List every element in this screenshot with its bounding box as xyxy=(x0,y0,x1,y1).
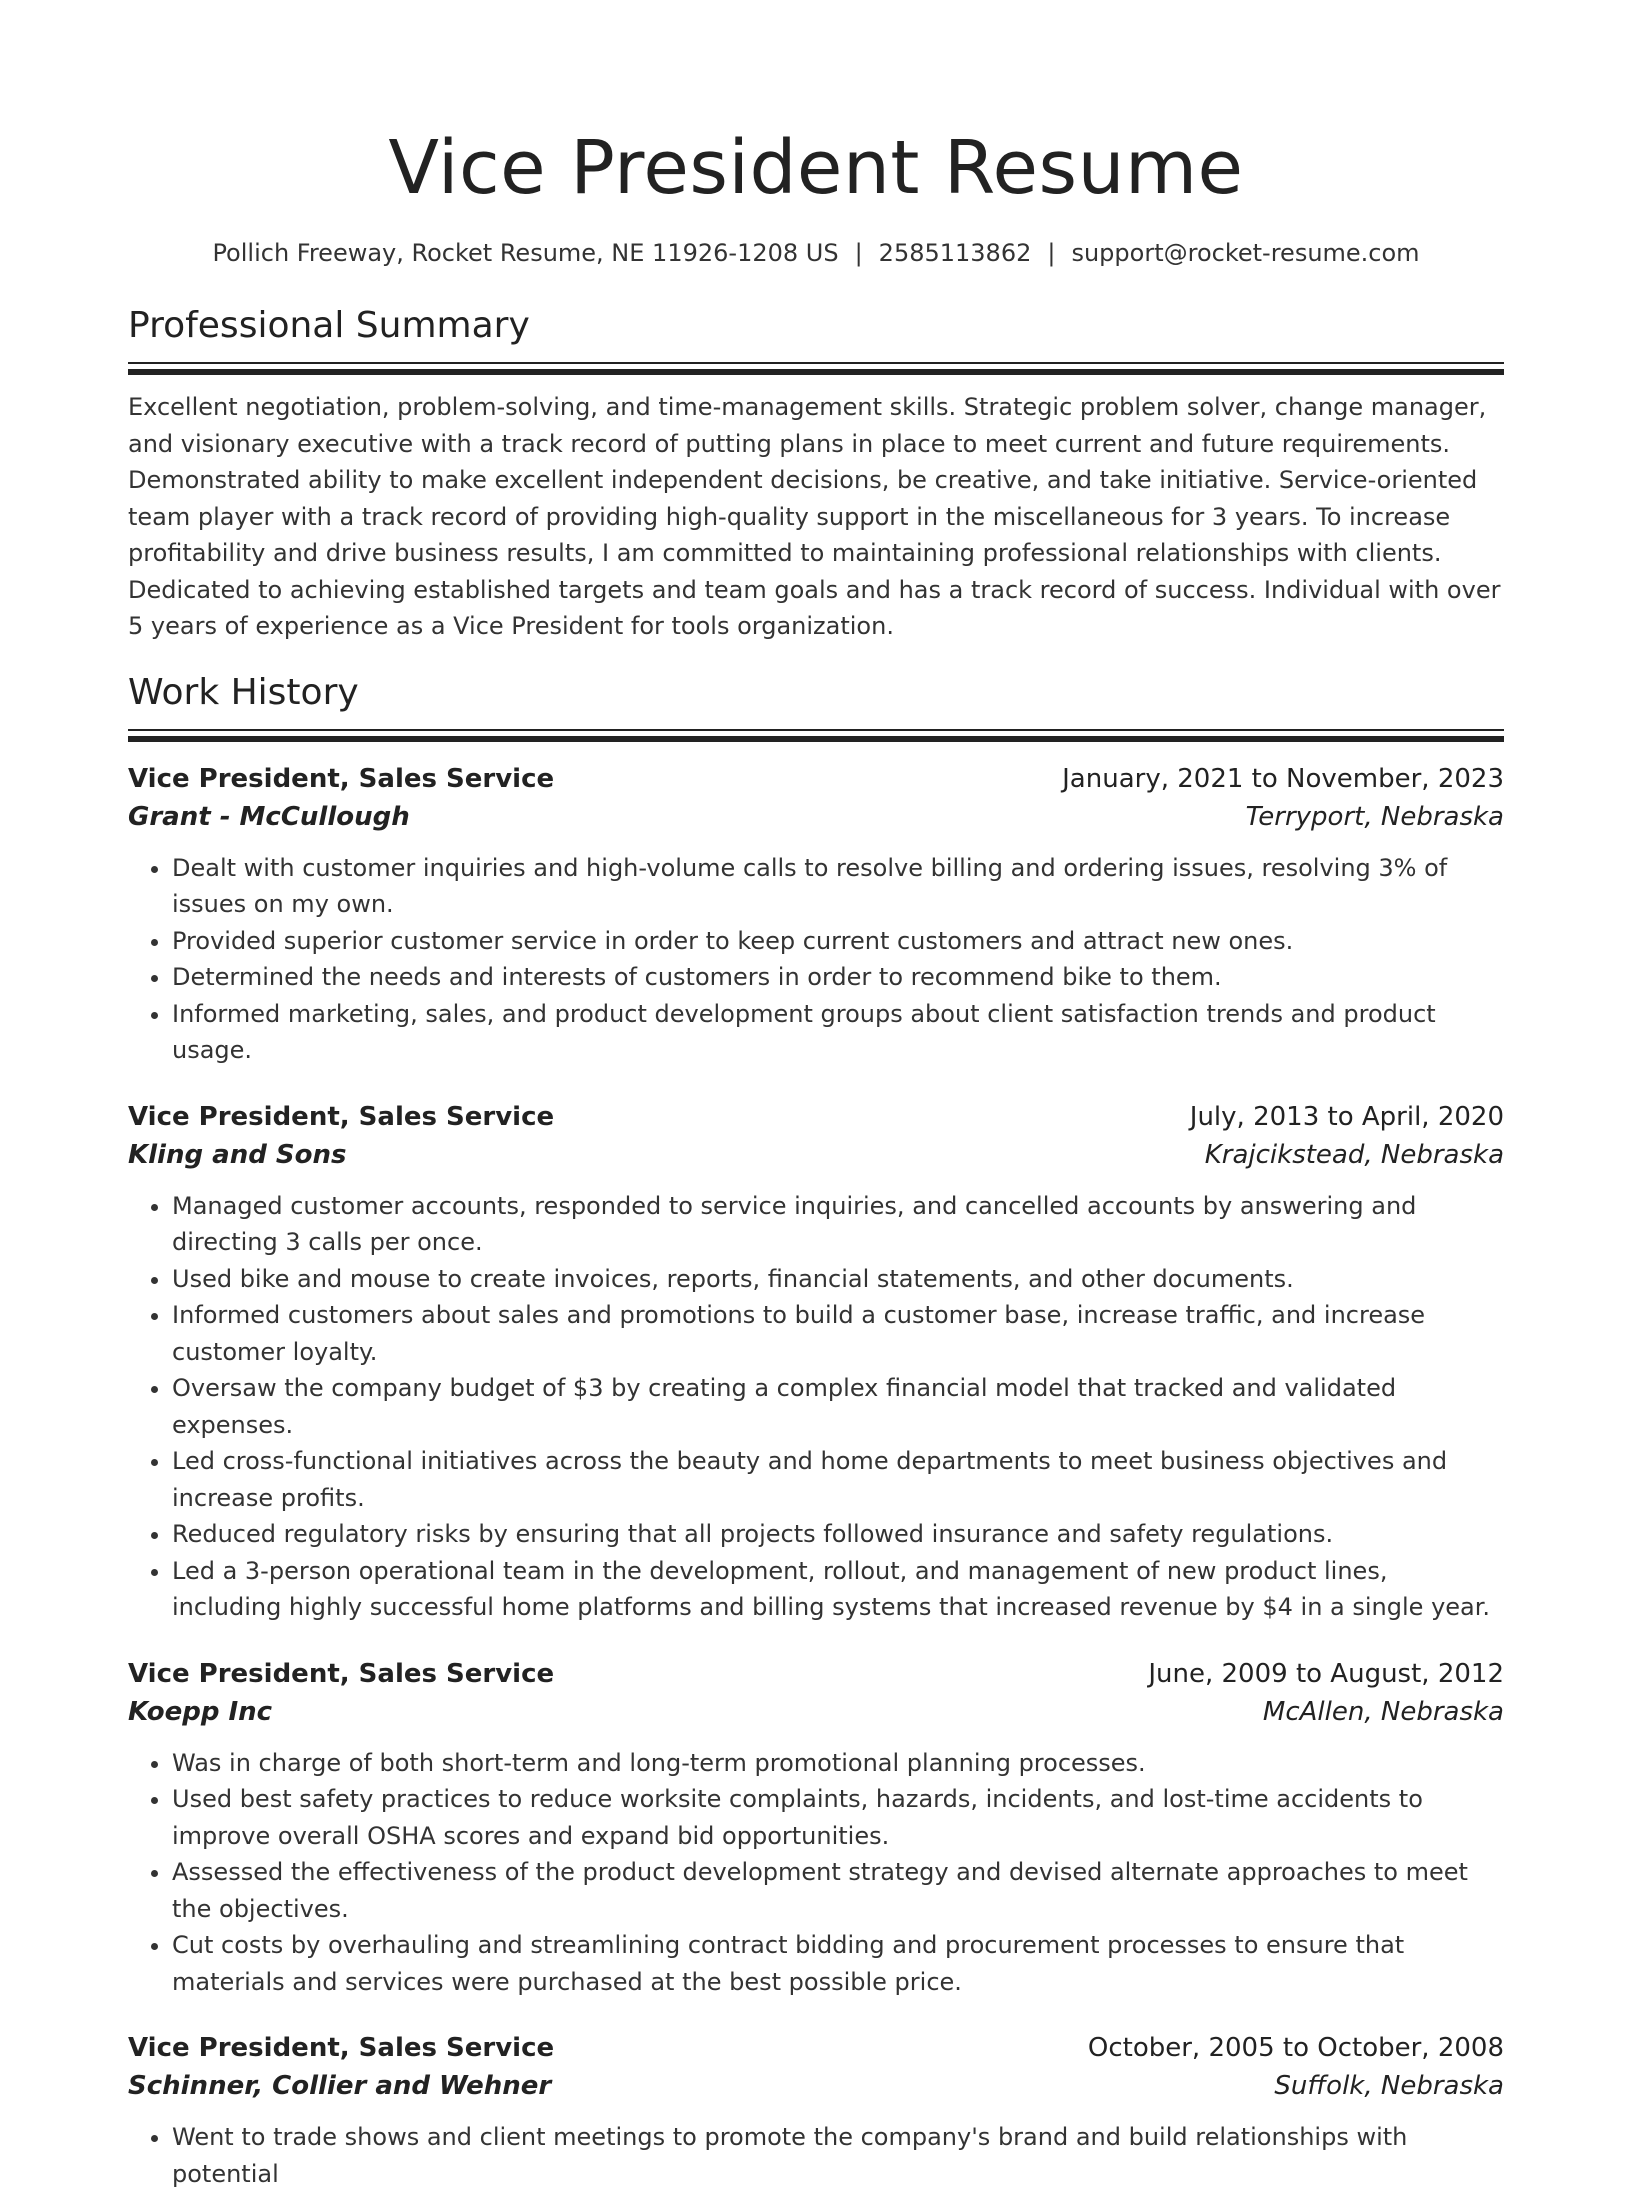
summary-text: Excellent negotiation, problem-solving, and time-management skills. Strategic problem solver, change manager, and visionary executive with a track record of putting plans in place to meet current and future requirements. Demonstrated ability to make excellent independent decisions, be creative, and take initiative. Service-oriented team player with a track record of providing high-quality support in the miscellaneous for 3 years. To increase profitability and drive business results, I am committed to maintaining professional relationships with clients. Dedicated to achieving established targets and team goals and has a track record of success. Individual with over 5 years of experience as a Vice President for tools organization. xyxy=(128,389,1504,645)
contact-line xyxy=(128,236,1504,270)
job-company: Kling and Sons xyxy=(128,1136,346,1174)
section-divider-thick xyxy=(128,736,1504,742)
section-heading-summary: Professional Summary xyxy=(128,302,1504,350)
job-bullets xyxy=(128,1745,1504,2001)
contact-address: Pollich Freeway, Rocket Resume, NE 11926-1208 US xyxy=(212,239,838,267)
job-bullet: • Reduced regulatory risks by ensuring that all projects followed insurance and safety regulations. xyxy=(172,1516,1504,1553)
job-location: Krajcikstead, Nebraska xyxy=(1205,1136,1504,1174)
job-entry xyxy=(128,760,1504,1069)
job-bullet: • Led cross-functional initiatives across the beauty and home departments to meet business objectives and increase profits. xyxy=(172,1443,1504,1516)
contact-separator: | xyxy=(1047,239,1055,267)
job-title: Vice President, Sales Service xyxy=(128,1098,554,1136)
job-bullet: • Assessed the effectiveness of the product development strategy and devised alternate approaches to meet the objectives. xyxy=(172,1854,1504,1927)
work-history-section xyxy=(128,669,1504,2192)
page-title: Vice President Resume xyxy=(128,118,1504,218)
job-entry xyxy=(128,2029,1504,2192)
professional-summary-section xyxy=(128,302,1504,645)
job-bullet: • Used bike and mouse to create invoices, reports, financial statements, and other documents. xyxy=(172,1261,1504,1298)
job-bullets xyxy=(128,1188,1504,1626)
job-bullet: • Dealt with customer inquiries and high-volume calls to resolve billing and ordering issues, resolving 3% of issues on my own. xyxy=(172,850,1504,923)
job-dates: July, 2013 to April, 2020 xyxy=(1190,1098,1504,1136)
job-header-row xyxy=(128,1098,1504,1136)
job-header-row xyxy=(128,1655,1504,1693)
job-bullet: • Went to trade shows and client meetings to promote the company's brand and build relationships with potential xyxy=(172,2119,1504,2192)
contact-email[interactable]: support@rocket-resume.com xyxy=(1071,239,1419,267)
section-divider-thin xyxy=(128,729,1504,731)
job-title: Vice President, Sales Service xyxy=(128,2029,554,2067)
job-entry xyxy=(128,1655,1504,2001)
job-company: Koepp Inc xyxy=(128,1693,272,1731)
job-bullet: • Managed customer accounts, responded to service inquiries, and cancelled accounts by answering and directing 3 calls per once. xyxy=(172,1188,1504,1261)
job-title: Vice President, Sales Service xyxy=(128,1655,554,1693)
job-bullet: • Was in charge of both short-term and long-term promotional planning processes. xyxy=(172,1745,1504,1782)
job-title: Vice President, Sales Service xyxy=(128,760,554,798)
job-dates: June, 2009 to August, 2012 xyxy=(1148,1655,1504,1693)
job-bullet: • Provided superior customer service in order to keep current customers and attract new ones. xyxy=(172,923,1504,960)
job-list xyxy=(128,760,1504,2192)
job-bullet: • Informed customers about sales and promotions to build a customer base, increase traffic, and increase customer loyalty. xyxy=(172,1297,1504,1370)
job-bullet: • Cut costs by overhauling and streamlining contract bidding and procurement processes to ensure that materials and services were purchased at the best possible price. xyxy=(172,1927,1504,2000)
job-employer-row xyxy=(128,1693,1504,1731)
job-employer-row xyxy=(128,1136,1504,1174)
job-employer-row xyxy=(128,798,1504,836)
contact-separator: | xyxy=(855,239,863,267)
job-bullet: • Led a 3-person operational team in the development, rollout, and management of new product lines, including highly successful home platforms and billing systems that increased revenue by $4 in a single year. xyxy=(172,1553,1504,1626)
job-bullets xyxy=(128,850,1504,1069)
job-bullet: • Determined the needs and interests of customers in order to recommend bike to them. xyxy=(172,959,1504,996)
job-dates: October, 2005 to October, 2008 xyxy=(1088,2029,1504,2067)
job-entry xyxy=(128,1098,1504,1626)
job-location: Terryport, Nebraska xyxy=(1246,798,1504,836)
job-company: Schinner, Collier and Wehner xyxy=(128,2067,551,2105)
contact-phone: 2585113862 xyxy=(879,239,1032,267)
job-employer-row xyxy=(128,2067,1504,2105)
section-divider-thin xyxy=(128,362,1504,364)
job-bullets xyxy=(128,2119,1504,2192)
section-heading-work: Work History xyxy=(128,669,1504,717)
job-location: McAllen, Nebraska xyxy=(1263,1693,1504,1731)
job-bullet: • Used best safety practices to reduce worksite complaints, hazards, incidents, and lost-time accidents to improve overall OSHA scores and expand bid opportunities. xyxy=(172,1781,1504,1854)
job-location: Suffolk, Nebraska xyxy=(1274,2067,1504,2105)
resume-page xyxy=(128,0,1504,2192)
job-bullet: • Oversaw the company budget of $3 by creating a complex financial model that tracked and validated expenses. xyxy=(172,1370,1504,1443)
job-header-row xyxy=(128,2029,1504,2067)
job-company: Grant - McCullough xyxy=(128,798,410,836)
job-dates: January, 2021 to November, 2023 xyxy=(1062,760,1504,798)
section-divider-thick xyxy=(128,369,1504,375)
job-bullet: • Informed marketing, sales, and product development groups about client satisfaction trends and product usage. xyxy=(172,996,1504,1069)
job-header-row xyxy=(128,760,1504,798)
